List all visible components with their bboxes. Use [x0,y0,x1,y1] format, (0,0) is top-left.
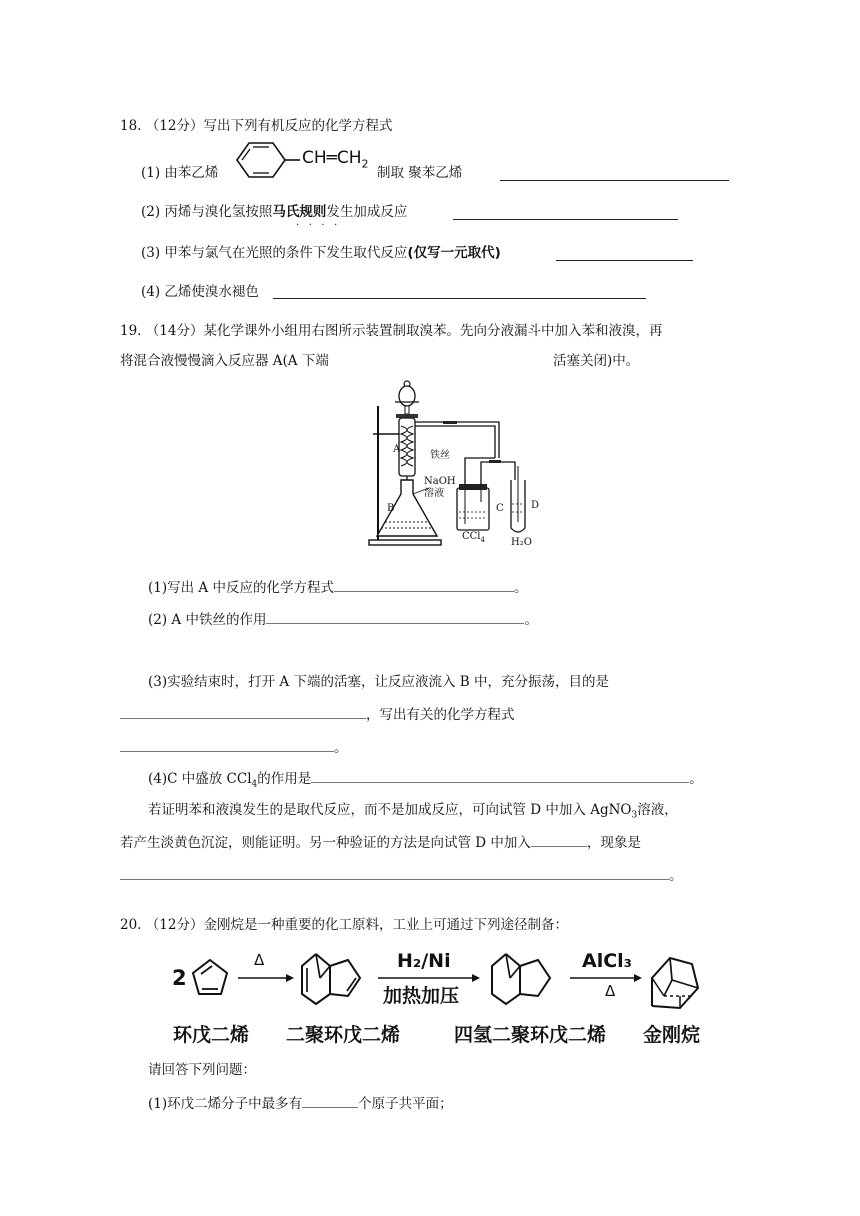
ccl4-text: CCl [462,531,481,542]
q19-para-line3-text: 。 [669,868,683,884]
q19-s4-prefix: (4)C 中盛放 CCl [148,771,252,787]
q18-item1-prefix: (1) 由苯乙烯 [141,165,219,181]
label-solution: 溶液 [424,488,444,499]
q19-para-line1 [148,801,678,825]
q19-s1-prefix: (1)写出 A 中反应的化学方程式 [148,580,334,596]
q19-s4-suffix: 。 [689,771,703,787]
q19-para-line2 [120,832,641,852]
gas-tube-1 [415,426,495,458]
q18-item2-suffix: 发生加成反应 [326,204,408,220]
q19-para-blank2[interactable] [120,865,669,880]
q19-s3-blank1[interactable] [120,704,366,719]
name-tetrahydrodicyclopentadiene: 四氢二聚环戊二烯 [454,1024,607,1046]
q18-item4: (4) 乙烯使溴水褪色 [141,284,259,300]
styrene-formula: CH═CH [302,148,362,168]
q19-s3-blank2[interactable] [120,737,334,752]
q19-s3-line3-text: 。 [334,740,348,756]
label-h2o: H₂O [511,537,532,548]
adamantane-structure [652,958,698,1008]
coefficient-2: 2 [172,966,187,990]
q19-s1-suffix: 。 [513,580,528,596]
q20-s1 [148,1093,453,1113]
emphasis-dots: · · · · [296,220,338,231]
q18-item3 [141,244,501,262]
ccl4-subscript: 4 [480,536,485,544]
q19-s3-line2 [120,704,515,724]
q18-item2-prefix: (2) 丙烯与溴化氢按照 [141,204,273,220]
q19-s3-line3 [120,737,348,757]
name-dicyclopentadiene: 二聚环戊二烯 [286,1024,401,1046]
agno3-subscript: 3 [631,810,638,821]
separatory-funnel [399,386,415,406]
q19-intro-line2-left: 将混合液慢慢滴入反应器 A(A 下端 [120,353,329,369]
name-adamantane: 金刚烷 [643,1024,701,1046]
label-naoh: NaOH [424,476,456,487]
q20-s1-suffix: 个原子共平面； [358,1096,453,1112]
q20-s1-blank[interactable] [302,1093,358,1108]
label-a: A [393,444,401,455]
tetrahydrodicyclopentadiene-structure [492,954,550,1004]
q19-s4-middle: 的作用是 [257,771,312,787]
label-b: B [387,503,395,514]
q20-header: 20. （12分）金刚烷是一种重要的化工原料，工业上可通过下列途径制备： [120,917,568,933]
name-cyclopentadiene: 环戊二烯 [173,1024,250,1046]
q18-item2-blank[interactable] [453,205,678,220]
q19-para-blank1[interactable] [531,832,587,847]
q19-s3-line2-text: ，写出有关的化学方程式 [366,707,515,723]
q19-s2-blank[interactable] [266,609,524,624]
q18-item2-emphasis: 马氏规则 [272,204,327,220]
q18-item2 [141,203,407,221]
q19-s4 [148,768,703,794]
condition-3-top: AlCl₃ [582,950,632,972]
q19-para-line1-suffix: 溶液， [637,802,678,818]
styrene-vinyl-group [302,149,369,173]
q19-para-line3 [120,865,683,885]
bottle-c [457,488,489,530]
q19-s2-prefix: (2) A 中铁丝的作用 [148,612,267,628]
stand-base [369,540,441,545]
condition-1: Δ [254,951,265,969]
q19-s4-subscript: 4 [251,779,258,790]
condition-2-top: H₂/Ni [397,950,451,972]
q19-para-line1-prefix: 若证明苯和液溴发生的是取代反应，而不是加成反应，可向试管 D 中加入 AgNO [148,802,632,818]
q19-s2-suffix: 。 [524,612,538,628]
apparatus-diagram [365,376,555,550]
q19-s3-line1: (3)实验结束时，打开 A 下端的活塞，让反应液流入 B 中，充分振荡，目的是 [148,674,609,690]
q19-intro-line1: 19. （14分）某化学课外小组用右图所示装置制取溴苯。先向分液漏斗中加入苯和液溴，再 [120,323,663,339]
condition-3-bottom: Δ [605,982,616,1000]
q18-item3-emphasis: (仅写一元取代) [407,245,501,261]
styrene-structure [234,139,300,185]
styrene-subscript: 2 [361,157,369,171]
q19-para-line2-prefix: 若产生淡黄色沉淀，则能证明。另一种验证的方法是向试管 D 中加入 [120,835,531,851]
q18-item3-prefix: (3) 甲苯与氯气在光照的条件下发生取代反应 [141,245,408,261]
q19-para-line2-suffix: ，现象是 [586,835,641,851]
q19-s1-blank[interactable] [334,577,514,592]
label-iron-wire: 铁丝 [430,450,450,461]
q18-header: 18. （12分）写出下列有机反应的化学方程式 [120,118,393,134]
q19-intro-line2-right: 活塞关闭)中。 [553,353,640,369]
q18-item4-blank[interactable] [273,284,646,299]
label-c: C [496,503,504,514]
label-d: D [531,500,540,511]
q19-s2 [148,609,538,629]
q18-item1-blank[interactable] [500,166,729,181]
q20-s1-prefix: (1)环戊二烯分子中最多有 [148,1096,303,1112]
q19-s1 [148,577,527,597]
q18-item1-suffix: 制取 聚苯乙烯 [377,165,463,181]
q20-prompt: 请回答下列问题： [148,1062,256,1078]
q19-s4-blank[interactable] [311,768,689,783]
condition-2-bottom: 加热加压 [383,985,460,1007]
label-ccl4 [462,528,485,549]
q18-item3-blank[interactable] [556,246,693,261]
dicyclopentadiene-structure [302,954,360,1004]
